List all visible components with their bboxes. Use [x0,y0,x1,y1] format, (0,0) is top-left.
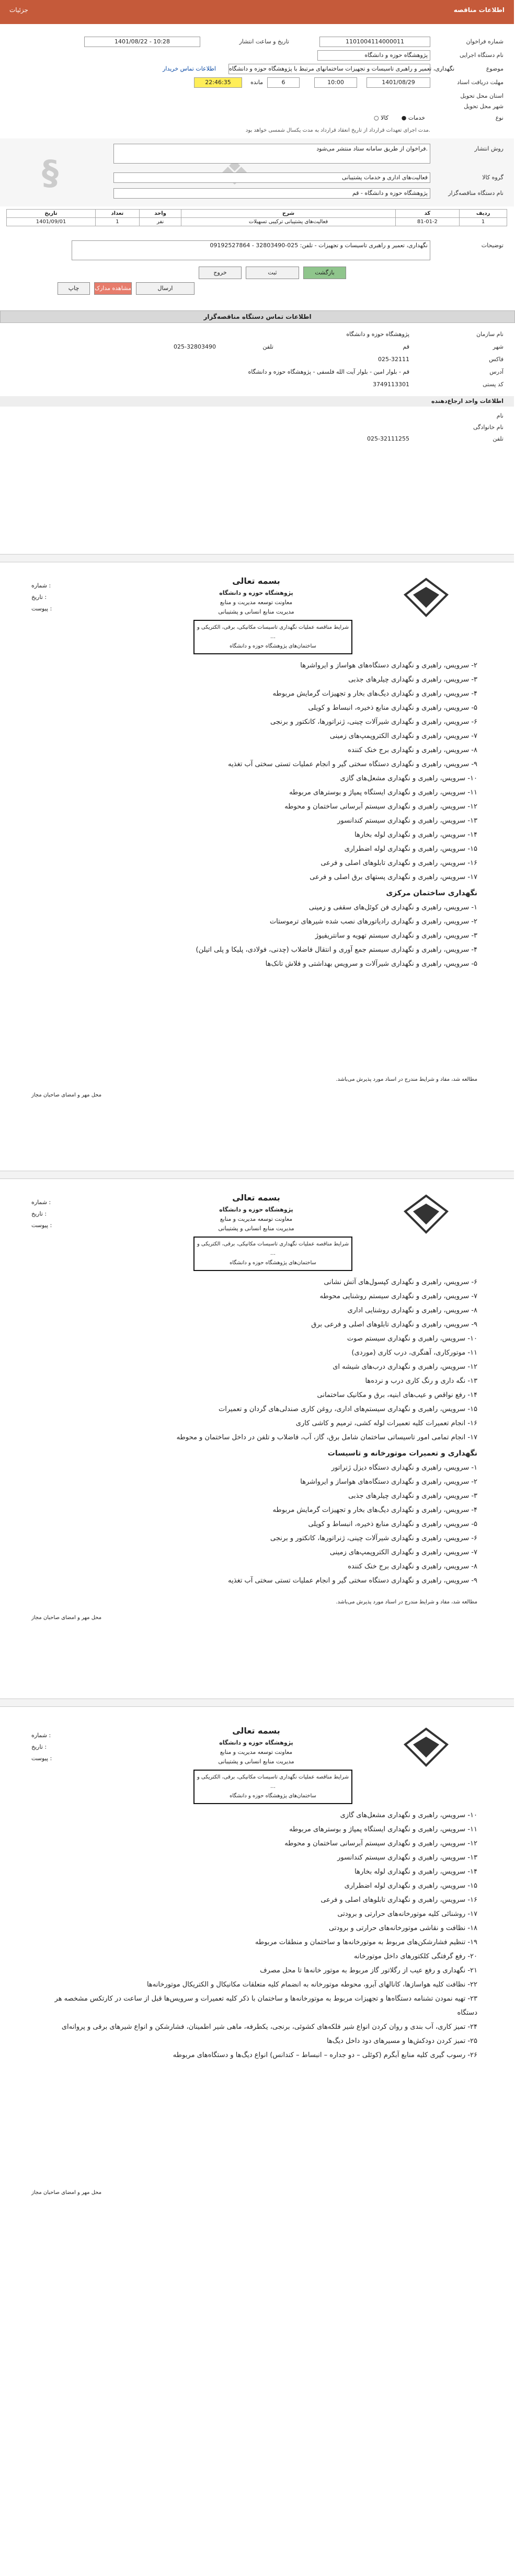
button-3[interactable]: خروج [199,267,242,279]
frame-line-2: ساختمان‌های پژوهشگاه حوزه و دانشگاه [230,643,316,649]
letter-dep1: معاونت توسعه مدیریت و منابع [220,1749,293,1755]
list-item: ۱۱- موتورکاری، آهنگری، درب کاری (موردی) [351,1349,477,1357]
remaining-days: 6 [267,77,300,88]
list-item: ۴- سرویس، راهبری و نگهداری دیگ‌های بخار و تجهیزات گرمایش مربوطه [272,690,477,698]
university-logo-icon [397,574,455,621]
contact-name-label: نام سازمان [476,331,503,338]
contact-tel-value: 025-32803490 [174,343,216,350]
list-item: ۲۴- تمیز کاری، آب بندی و روان کردن انواع شیر فلکه‌های کشوئی، برنجی، یکطرفه، ماهی شیر اطمینان، فشارشکن و انواع شیرهای برقی و پروانه‌ای [61,2023,477,2031]
list-item: ۵- سرویس، راهبری و نگهداری منابع ذخیره، انبساط و کویلی [308,704,477,712]
list-item: ۲۰- رفع گرفتگی کلکتورهای داخل موتورخانه [354,1953,477,1960]
page-separator [0,1699,514,1707]
letter-org: پژوهشگاه حوزه و دانشگاه [219,1739,293,1746]
type-option-1[interactable]: ● خدمات [401,114,425,121]
signature-note: محل مهر و امضای صاحبان مجاز [31,2190,102,2196]
list-item: ۶- سرویس، راهبری و نگهداری شیرآلات چینی، ژنراتورها، کانکتور و برنجی [270,1534,477,1542]
watermark-left: § [42,154,59,193]
list-item: ۳- سرویس، راهبری و نگهداری سیستم تهویه و سانتریفیوژ [315,932,477,940]
list-item: ۱۲- سرویس، راهبری و نگهداری سیستم آبرسانی ساختمان و محوطه [284,1840,477,1847]
page-separator [0,554,514,562]
frame-line-1: شرایط مناقصه عملیات نگهداری تاسیسات مکانیکی، برقی، الکتریکی و … [197,625,349,640]
contact-section [0,324,514,460]
contact-zip-label: کد پستی [483,381,503,388]
list-item: ۴- سرویس، راهبری و نگهداری دیگ‌های بخار و تجهیزات گرمایش مربوطه [272,1506,477,1514]
frame-line-2: ساختمان‌های پژوهشگاه حوزه و دانشگاه [230,1793,316,1799]
buyer-value: پژوهشگاه حوزه و دانشگاه - قم [113,188,430,199]
tender-form [0,37,514,345]
scan-page-1 [21,570,493,1145]
list-item: ۶- سرویس، راهبری و نگهداری کپسول‌های آتش نشانی [324,1278,477,1286]
scan-page-3 [21,1719,493,2242]
letter-dep2: مدیریت منابع انسانی و پشتیبانی [218,1225,294,1232]
p2-list [49,1275,477,1588]
desc-text: مدت اجرای تعهدات قرارداد از تاریخ انعقاد قرارداد به مدت یکسال شمسی خواهد بود. [245,128,430,133]
list-item: ۲۳- تهیه نمودن تشنامه دستگاه‌ها و تجهیزات مربوط به موتورخانه‌ها و ساختمان با ذکر کلیه تعمیرات و سرویس‌ها قبل از ساعت در کارتکس مشخصه هر دستگاه [54,1995,477,2017]
contact-addr-value: قم - بلوار امین - بلوار آیت الله فلسفی - پژوهشگاه حوزه و دانشگاه [248,368,409,375]
university-logo-icon [397,1724,455,1771]
list-item: ۱۳- سرویس، راهبری و نگهداری سیستم کندانسور [337,817,477,825]
letter-dep2: مدیریت منابع انسانی و پشتیبانی [218,1758,294,1765]
buyer-label: نام دستگاه مناقصه‌گزار [448,190,503,197]
contact-fax-value: 025-32111 [378,356,409,363]
list-item: ۷- سرویس، راهبری و نگهداری الکتروپمپ‌های زمینی [329,732,477,740]
org-label: نام دستگاه اجرایی [459,52,503,59]
publish-label: روش انتشار [474,145,503,152]
list-item: ۹- سرویس، راهبری و نگهداری تابلوهای اصلی و فرعی برق [311,1321,477,1329]
letter-org: پژوهشگاه حوزه و دانشگاه [219,590,293,596]
letter-dep1: معاونت توسعه مدیریت و منابع [220,1216,293,1222]
category-value: فعالیت‌های اداری و خدمات پشتیبانی [113,172,430,183]
ref-attachment: پیوست : [31,605,52,612]
frame-line-1: شرایط مناقصه عملیات نگهداری تاسیسات مکانیکی، برقی، الکتریکی و … [197,1774,349,1789]
list-item: ۱- سرویس، راهبری و نگهداری دستگاه دیزل ژنراتور [331,1464,477,1472]
list-item: ۱۲- سرویس، راهبری و نگهداری سیستم آبرسانی ساختمان و محوطه [284,803,477,811]
list-item: ۴- سرویس، راهبری و نگهداری سیستم جمع آوری و انتقال فاضلاب (چدنی، فولادی، پلیکا و پلی اتیلن) [196,946,477,954]
list-item: ۸- سرویس، راهبری و نگهداری برج خنک کننده [348,746,477,754]
list-item: ۱۰- سرویس، راهبری و نگهداری مشعل‌های گازی [340,1811,477,1819]
letter-frame [193,620,352,654]
list-item: ۱۴- سرویس، راهبری و نگهداری لوله بخارها [354,831,477,839]
ref-block [31,580,52,615]
contact-name-value: پژوهشگاه حوزه و دانشگاه [346,331,409,338]
contact-zip-value: 3749113301 [373,381,409,388]
subject-value: نگهداری، تعمیر و راهبری تاسیسات و تجهیزات ساختمانهای مرتبط با پژوهشگاه حوزه و دانشگاه [228,64,430,74]
list-item: ۲۲- نظافت کلیه هواسازها، کانالهای آبرو، محوطه موتورخانه به انضمام کلیه متعلقات مکانیکال و الکتریکال موتورخانه‌ها [146,1981,477,1989]
cell: نفر [139,218,181,226]
list-item: ۷- سرویس، راهبری و نگهداری سیستم روشنایی محوطه [319,1292,477,1300]
type-option-2[interactable]: ○ کالا [374,114,388,121]
list-item: ۱۰- سرویس، راهبری و نگهداری مشعل‌های گازی [340,775,477,782]
contact-city-label: شهر [493,343,503,350]
frame-line-2: ساختمان‌های پژوهشگاه حوزه و دانشگاه [230,1260,316,1266]
ref-block [31,1730,52,1764]
ref-date: تاریخ : [31,594,47,600]
signature-note: محل مهر و امضای صاحبان مجاز [31,1615,102,1621]
list-item: ۱۵- سرویس، راهبری و نگهداری لوله اضطراری [344,845,477,853]
list-item: ۸- سرویس، راهبری و نگهداری برج خنک کننده [348,1563,477,1570]
section-heading: نگهداری و تعمیرات موتورخانه و تاسیسات [327,1449,477,1458]
list-item: ۲- سرویس، راهبری و نگهداری دستگاه‌های هواساز و ایرواشرها [300,662,477,669]
button-2[interactable]: ثبت [246,267,299,279]
list-item: ۳- سرویس، راهبری و نگهداری چیلرهای جذبی [348,676,477,684]
list-item: ۱۲- سرویس، راهبری و نگهداری درب‌های شیشه ای [333,1363,477,1371]
letter-frame [193,1237,352,1271]
date-label: تاریخ و ساعت انتشار [239,38,289,45]
list-item: ۱- سرویس، راهبری و نگهداری فن کوئل‌های سقفی و زمینی [308,904,477,911]
date-value: 1401/08/22 - 10:28 [84,37,200,47]
unit-family-label: نام خانوادگی [473,424,503,431]
cell: 1401/09/01 [7,218,96,226]
ref-attachment: پیوست : [31,1755,52,1762]
remarks-label: توضیحات [481,242,503,249]
button-4[interactable]: ارسال [136,282,194,295]
contact-tel-label: تلفن [262,343,273,350]
unit-tel-label: تلفن [493,435,503,442]
unit-name-label: نام [496,412,503,419]
col-header: تعداد [96,210,140,218]
table-header-row [7,210,507,218]
contact-header: اطلاعات تماس دستگاه مناقصه‌گزار [0,310,515,323]
ref-number: شماره : [31,582,51,589]
cell: 81-01-2 [395,218,460,226]
items-table [6,209,507,226]
logo-text: بسمه تعالی [232,1193,280,1203]
list-item: ۶- سرویس، راهبری و نگهداری شیرآلات چینی، ژنراتورها، کانکتور و برنجی [270,718,477,726]
list-item: ۱۶- انجام تعمیرات کلیه تعمیرات لوله کشی، ترمیم و کاشی کاری [295,1419,477,1427]
acceptance-note: مطالعه شد، مفاد و شرایط مندرج در اسناد مورد پذیرش می‌باشد. [336,1077,477,1082]
p1-list [49,659,477,971]
logo-text: بسمه تعالی [232,576,280,586]
p3-list [49,1808,477,2062]
col-header: ردیف [460,210,507,218]
list-item: ۲۶- رسوب گیری کلیه منابع آبگرم (کوئلی – دو جداره – انبساط – کندانس) انواع دیگ‌ها و دستگاه‌های مربوطه [173,2051,477,2059]
frame-line-1: شرایط مناقصه عملیات نگهداری تاسیسات مکانیکی، برقی، الکتریکی و … [197,1241,349,1256]
list-item: ۵- سرویس، راهبری و نگهداری شیرآلات و سرویس بهداشتی و فلاش تانک‌ها [265,960,477,968]
list-item: ۷- سرویس، راهبری و نگهداری الکتروپمپ‌های زمینی [329,1549,477,1556]
list-item: ۱۵- سرویس، راهبری و نگهداری سیستم‌های اداری، روغن کاری صندلی‌های گردان و تعمیرات [219,1405,477,1413]
section-heading: نگهداری ساختمان مرکزی [386,889,477,897]
ref-date: تاریخ : [31,1743,47,1750]
logo-text: بسمه تعالی [232,1726,280,1736]
unit-header: اطلاعات واحد ارجاع‌دهنده [0,396,514,407]
letter-org: پژوهشگاه حوزه و دانشگاه [219,1206,293,1213]
remarks-value: نگهداری، تعمیر و راهبری تاسیسات و تجهیزات - تلفن: 025-32803490 - 09192527864 [72,240,430,260]
subject-label: موضوع [486,65,503,72]
category-label: گروه کالا [482,174,503,181]
list-item: ۵- سرویس، راهبری و نگهداری منابع ذخیره، انبساط و کویلی [308,1520,477,1528]
list-item: ۱۳- سرویس، راهبری و نگهداری سیستم کندانسور [337,1854,477,1862]
remaining-time: 22:46:35 [194,77,242,88]
col-header: واحد [139,210,181,218]
cell: 1 [96,218,140,226]
ref-number: شماره : [31,1732,51,1739]
button-1[interactable]: بازگشت [303,267,346,279]
acceptance-note: مطالعه شد، مفاد و شرایط مندرج در اسناد مورد پذیرش می‌باشد. [336,1599,477,1605]
list-item: ۹- سرویس، راهبری و نگهداری دستگاه سختی گیر و انجام عملیات تستی سختی آب تغذیه [228,760,477,768]
list-item: ۱۴- رفع نواقص و عیب‌های ابنیه، برق و مکانیک ساختمانی [317,1391,477,1399]
list-item: ۹- سرویس، راهبری و نگهداری دستگاه سختی گیر و انجام عملیات تستی سختی آب تغذیه [228,1577,477,1585]
cell: فعالیت‌های پشتیبانی ترکیبی تسهیلات [181,218,395,226]
list-item: ۱۷- روشنائی کلیه موتورخانه‌های حرارتی و برودتی [337,1910,477,1918]
list-item: ۲- سرویس، راهبری و نگهداری دستگاه‌های هواساز و ایرواشرها [300,1478,477,1486]
list-item: ۱۷- سرویس، راهبری و نگهداری پستهای برق اصلی و فرعی [310,873,477,881]
unit-tel-value: 025-32111255 [367,435,409,442]
list-item: ۱۶- سرویس، راهبری و نگهداری تابلوهای اصلی و فرعی [321,859,477,867]
list-item: ۲۵- تمیز کردن دودکش‌ها و مسیرهای دود داخل دیگ‌ها [326,2037,477,2045]
letter-dep2: مدیریت منابع انسانی و پشتیبانی [218,608,294,615]
contact-addr-label: آدرس [489,368,503,375]
province-label: استان محل تحویل [460,93,503,99]
ref-date: تاریخ : [31,1210,47,1217]
scan-page-2 [21,1186,493,1657]
page-separator [0,1171,514,1179]
number-value: 1101004114000011 [319,37,430,47]
list-item: ۱۶- سرویس، راهبری و نگهداری تابلوهای اصلی و فرعی [321,1896,477,1904]
type-option-2-label: کالا [381,114,388,121]
buyer-info-link[interactable]: اطلاعات تماس خریدار [163,65,216,72]
remaining-label: مانده [250,79,263,86]
signature-note: محل مهر و امضای صاحبان مجاز [31,1092,102,1098]
list-item: ۱۴- سرویس، راهبری و نگهداری لوله بخارها [354,1868,477,1876]
back-link[interactable]: جزئیات [9,6,28,14]
button-6[interactable]: چاپ [58,282,90,295]
deadline-date: 1401/08/29 [367,77,430,88]
list-item: ۱۸- نظافت و نقاشی موتورخانه‌های حرارتی و برودتی [329,1924,477,1932]
publish-text: فراخوان از طریق سامانه ستاد منتشر می‌شود. [113,144,430,164]
top-bar [0,0,514,24]
ref-number: شماره : [31,1199,51,1206]
col-header: تاریخ [7,210,96,218]
list-item: ۱۱- سرویس، راهبری و نگهداری ایستگاه پمپاژ و بوسترهای مربوطه [289,789,477,796]
list-item: ۸- سرویس، راهبری و نگهداری روشنایی اداری [347,1307,477,1314]
list-item: ۱۱- سرویس، راهبری و نگهداری ایستگاه پمپاژ و بوسترهای مربوطه [289,1826,477,1833]
list-item: ۱۳- نگه داری و رنگ کاری درب و نرده‌ها [365,1377,477,1385]
table-row [7,218,507,226]
button-5[interactable]: مشاهده مدارک [94,282,132,295]
deadline-label: مهلت دریافت اسناد [457,79,503,86]
number-label: شماره فراخوان [466,38,503,45]
list-item: ۲۱- نگهداری و رفع عیب از رگلاتور گاز مربوط به موتور خانه‌ها تا محل مصرف [260,1967,477,1974]
type-label: نوع [495,114,503,121]
ref-block [31,1197,52,1231]
list-item: ۱۰- سرویس، راهبری و نگهداری سیستم صوت [347,1335,477,1343]
deadline-time: 10:00 [314,77,357,88]
contact-city-value: قم [403,343,409,350]
city-label: شهر محل تحویل [464,103,503,110]
list-item: ۱۹- تنظیم فشارشکن‌های مربوط به موتورخانه‌ها و ساختمان و منطقات مربوطه [255,1938,477,1946]
list-item: ۳- سرویس، راهبری و نگهداری چیلرهای جذبی [348,1492,477,1500]
list-item: ۱۷- انجام تمامی امور تاسیساتی ساختمان شامل برق، گاز، آب، فاضلاب و تلفن در داخل ساختمان و محوطه [176,1434,477,1441]
ref-attachment: پیوست : [31,1222,52,1229]
type-option-1-label: خدمات [408,114,425,121]
col-header: کد [395,210,460,218]
letter-frame [193,1770,352,1804]
list-item: ۲- سرویس، راهبری و نگهداری رادیاتورهای نصب شده شیرهای ترموستات [269,918,477,926]
col-header: شرح [181,210,395,218]
list-item: ۱۵- سرویس، راهبری و نگهداری لوله اضطراری [344,1882,477,1890]
letter-dep1: معاونت توسعه مدیریت و منابع [220,599,293,606]
contact-fax-label: فاکس [489,356,503,363]
cell: 1 [460,218,507,226]
page-title: اطلاعات مناقصه [453,6,505,14]
org-value: پژوهشگاه حوزه و دانشگاه [317,50,430,61]
university-logo-icon [397,1191,455,1238]
